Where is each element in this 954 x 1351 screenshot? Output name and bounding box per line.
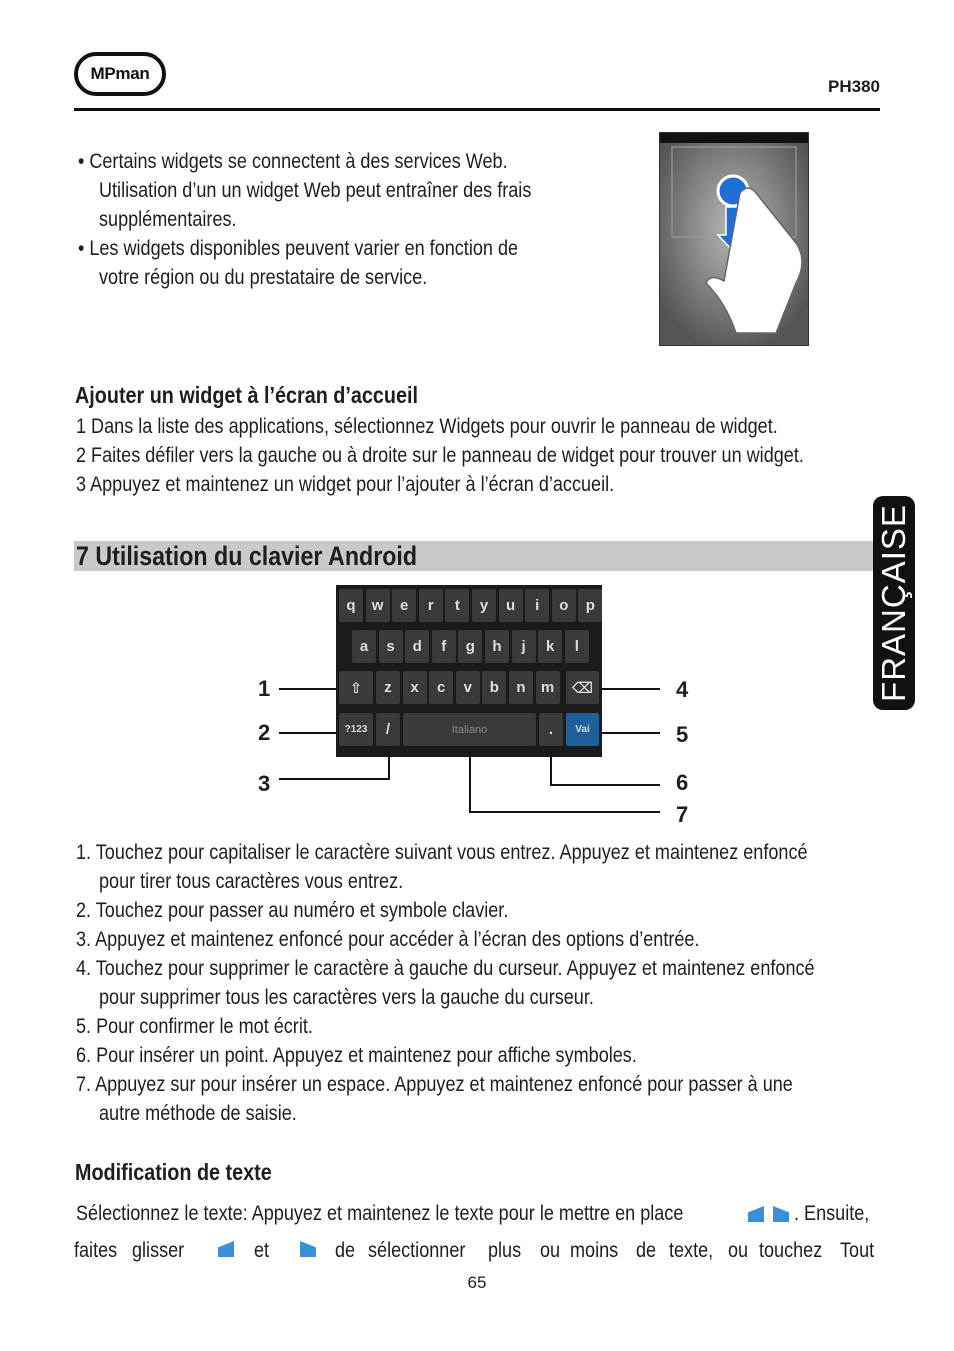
key-e[interactable]: e bbox=[392, 589, 416, 622]
header-rule bbox=[74, 108, 880, 111]
key-o[interactable]: o bbox=[552, 589, 576, 622]
logo-text: MPman bbox=[90, 64, 150, 83]
callout-label: 7 bbox=[676, 802, 689, 827]
right-handle-icon bbox=[300, 1241, 316, 1257]
modif-text: . Ensuite, bbox=[794, 1202, 870, 1225]
callout-line-4 bbox=[602, 688, 660, 690]
modif-word: ou bbox=[728, 1239, 749, 1262]
callout-label: 3 bbox=[258, 771, 271, 796]
section-bar bbox=[74, 541, 873, 571]
step-line: 2 Faites défiler vers la gauche ou à droite sur le panneau de widget pour trouver un widget. bbox=[76, 444, 804, 467]
key-q[interactable]: q bbox=[339, 589, 363, 622]
callout-line-6v bbox=[550, 752, 552, 786]
language-label: FRANÇAISE bbox=[875, 504, 912, 702]
section-title: 7 Utilisation du clavier Android bbox=[76, 541, 418, 571]
key-n[interactable]: n bbox=[509, 671, 533, 704]
callout-line-7v bbox=[469, 752, 471, 813]
callout-line-7 bbox=[469, 811, 660, 813]
bullet-line: supplémentaires. bbox=[99, 208, 237, 231]
model-number: PH380 bbox=[828, 77, 880, 96]
key-h[interactable]: h bbox=[485, 630, 509, 663]
list-line: 5. Pour confirmer le mot écrit. bbox=[76, 1015, 313, 1038]
space-key[interactable]: Italiano bbox=[403, 713, 536, 746]
key-a[interactable]: a bbox=[352, 630, 376, 663]
android-keyboard bbox=[336, 585, 602, 757]
key-t[interactable]: t bbox=[445, 589, 469, 622]
section-heading: Ajouter un widget à l’écran d’accueil bbox=[75, 382, 418, 408]
callout-line-3v bbox=[388, 752, 390, 780]
modif-word: Tout bbox=[840, 1239, 875, 1262]
key-u[interactable]: u bbox=[499, 589, 523, 622]
slash-key[interactable]: / bbox=[376, 713, 400, 746]
period-key[interactable]: . bbox=[539, 713, 563, 746]
bullet-line: votre région ou du prestataire de service. bbox=[99, 266, 428, 289]
key-f[interactable]: f bbox=[432, 630, 456, 663]
key-b[interactable]: b bbox=[482, 671, 506, 704]
list-line: 4. Touchez pour supprimer le caractère à gauche du curseur. Appuyez et maintenez enfoncé bbox=[76, 957, 815, 980]
list-line: 2. Touchez pour passer au numéro et symbole clavier. bbox=[76, 899, 509, 922]
callout-label: 6 bbox=[676, 770, 689, 795]
list-line: 6. Pour insérer un point. Appuyez et maintenez pour affiche symboles. bbox=[76, 1044, 637, 1067]
modif-word: de bbox=[636, 1239, 657, 1262]
callout-line-2 bbox=[279, 732, 336, 734]
go-key[interactable]: Vai bbox=[566, 713, 599, 746]
list-line: 7. Appuyez sur pour insérer un espace. Appuyez et maintenez enfoncé pour passer à une bbox=[76, 1073, 793, 1096]
list-line: autre méthode de saisie. bbox=[99, 1102, 297, 1125]
bullet-line: • Les widgets disponibles peuvent varier en fonction de bbox=[78, 237, 519, 260]
modif-word: de bbox=[335, 1239, 356, 1262]
list-line: pour tirer tous caractères vous entrez. bbox=[99, 870, 404, 893]
step-line: 1 Dans la liste des applications, sélectionnez Widgets pour ouvrir le panneau de widget. bbox=[76, 415, 778, 438]
modif-word: moins bbox=[570, 1239, 619, 1262]
key-w[interactable]: w bbox=[366, 589, 390, 622]
callout-label: 2 bbox=[258, 720, 271, 745]
selection-handles-icon bbox=[748, 1206, 764, 1222]
key-c[interactable]: c bbox=[429, 671, 453, 704]
brand-logo bbox=[74, 52, 166, 96]
list-line: 3. Appuyez et maintenez enfoncé pour accéder à l’écran des options d’entrée. bbox=[76, 928, 700, 951]
modif-word: et bbox=[254, 1239, 270, 1262]
modif-text: Sélectionnez le texte: Appuyez et maintenez le texte pour le mettre en place bbox=[76, 1202, 684, 1225]
list-line: 1. Touchez pour capitaliser le caractère suivant vous entrez. Appuyez et maintenez enfoncé bbox=[76, 841, 808, 864]
modif-word: glisser bbox=[132, 1239, 185, 1262]
modif-word: ou bbox=[540, 1239, 561, 1262]
key-k[interactable]: k bbox=[538, 630, 562, 663]
callout-line-5 bbox=[602, 732, 660, 734]
key-z[interactable]: z bbox=[376, 671, 400, 704]
modif-word: plus bbox=[488, 1239, 522, 1262]
section-heading: Modification de texte bbox=[75, 1159, 272, 1185]
key-l[interactable]: l bbox=[565, 630, 589, 663]
symbols-key[interactable]: ?123 bbox=[339, 713, 373, 746]
selection-handles-icon bbox=[773, 1206, 789, 1222]
drag-gesture-icon bbox=[660, 133, 808, 345]
key-d[interactable]: d bbox=[405, 630, 429, 663]
callout-line-1 bbox=[279, 688, 336, 690]
key-s[interactable]: s bbox=[379, 630, 403, 663]
language-tab bbox=[873, 496, 915, 710]
shift-key[interactable]: ⇧ bbox=[339, 671, 373, 704]
callout-label: 5 bbox=[676, 722, 689, 747]
key-p[interactable]: p bbox=[578, 589, 602, 622]
page-number: 65 bbox=[467, 1273, 487, 1292]
callout-line-3 bbox=[279, 778, 390, 780]
key-i[interactable]: i bbox=[525, 589, 549, 622]
key-x[interactable]: x bbox=[403, 671, 427, 704]
callout-line-6 bbox=[550, 784, 660, 786]
callout-label: 4 bbox=[676, 677, 689, 702]
backspace-key[interactable]: ⌫ bbox=[566, 671, 599, 704]
modif-word: texte, bbox=[669, 1239, 714, 1262]
key-y[interactable]: y bbox=[472, 589, 496, 622]
bullet-line: Utilisation d’un un widget Web peut entraîner des frais bbox=[99, 179, 532, 202]
key-v[interactable]: v bbox=[456, 671, 480, 704]
step-line: 3 Appuyez et maintenez un widget pour l’ajouter à l’écran d’accueil. bbox=[76, 473, 615, 496]
key-g[interactable]: g bbox=[458, 630, 482, 663]
modif-word: faites bbox=[74, 1239, 118, 1262]
modif-word: sélectionner bbox=[368, 1239, 466, 1262]
callout-label: 1 bbox=[258, 676, 271, 701]
key-j[interactable]: j bbox=[512, 630, 536, 663]
left-handle-icon bbox=[218, 1241, 234, 1257]
key-m[interactable]: m bbox=[536, 671, 560, 704]
list-line: pour supprimer tous les caractères vers la gauche du curseur. bbox=[99, 986, 594, 1009]
bullet-line: • Certains widgets se connectent à des services Web. bbox=[78, 150, 508, 173]
key-r[interactable]: r bbox=[419, 589, 443, 622]
modif-word: touchez bbox=[759, 1239, 823, 1262]
widget-drag-illustration bbox=[659, 132, 809, 346]
